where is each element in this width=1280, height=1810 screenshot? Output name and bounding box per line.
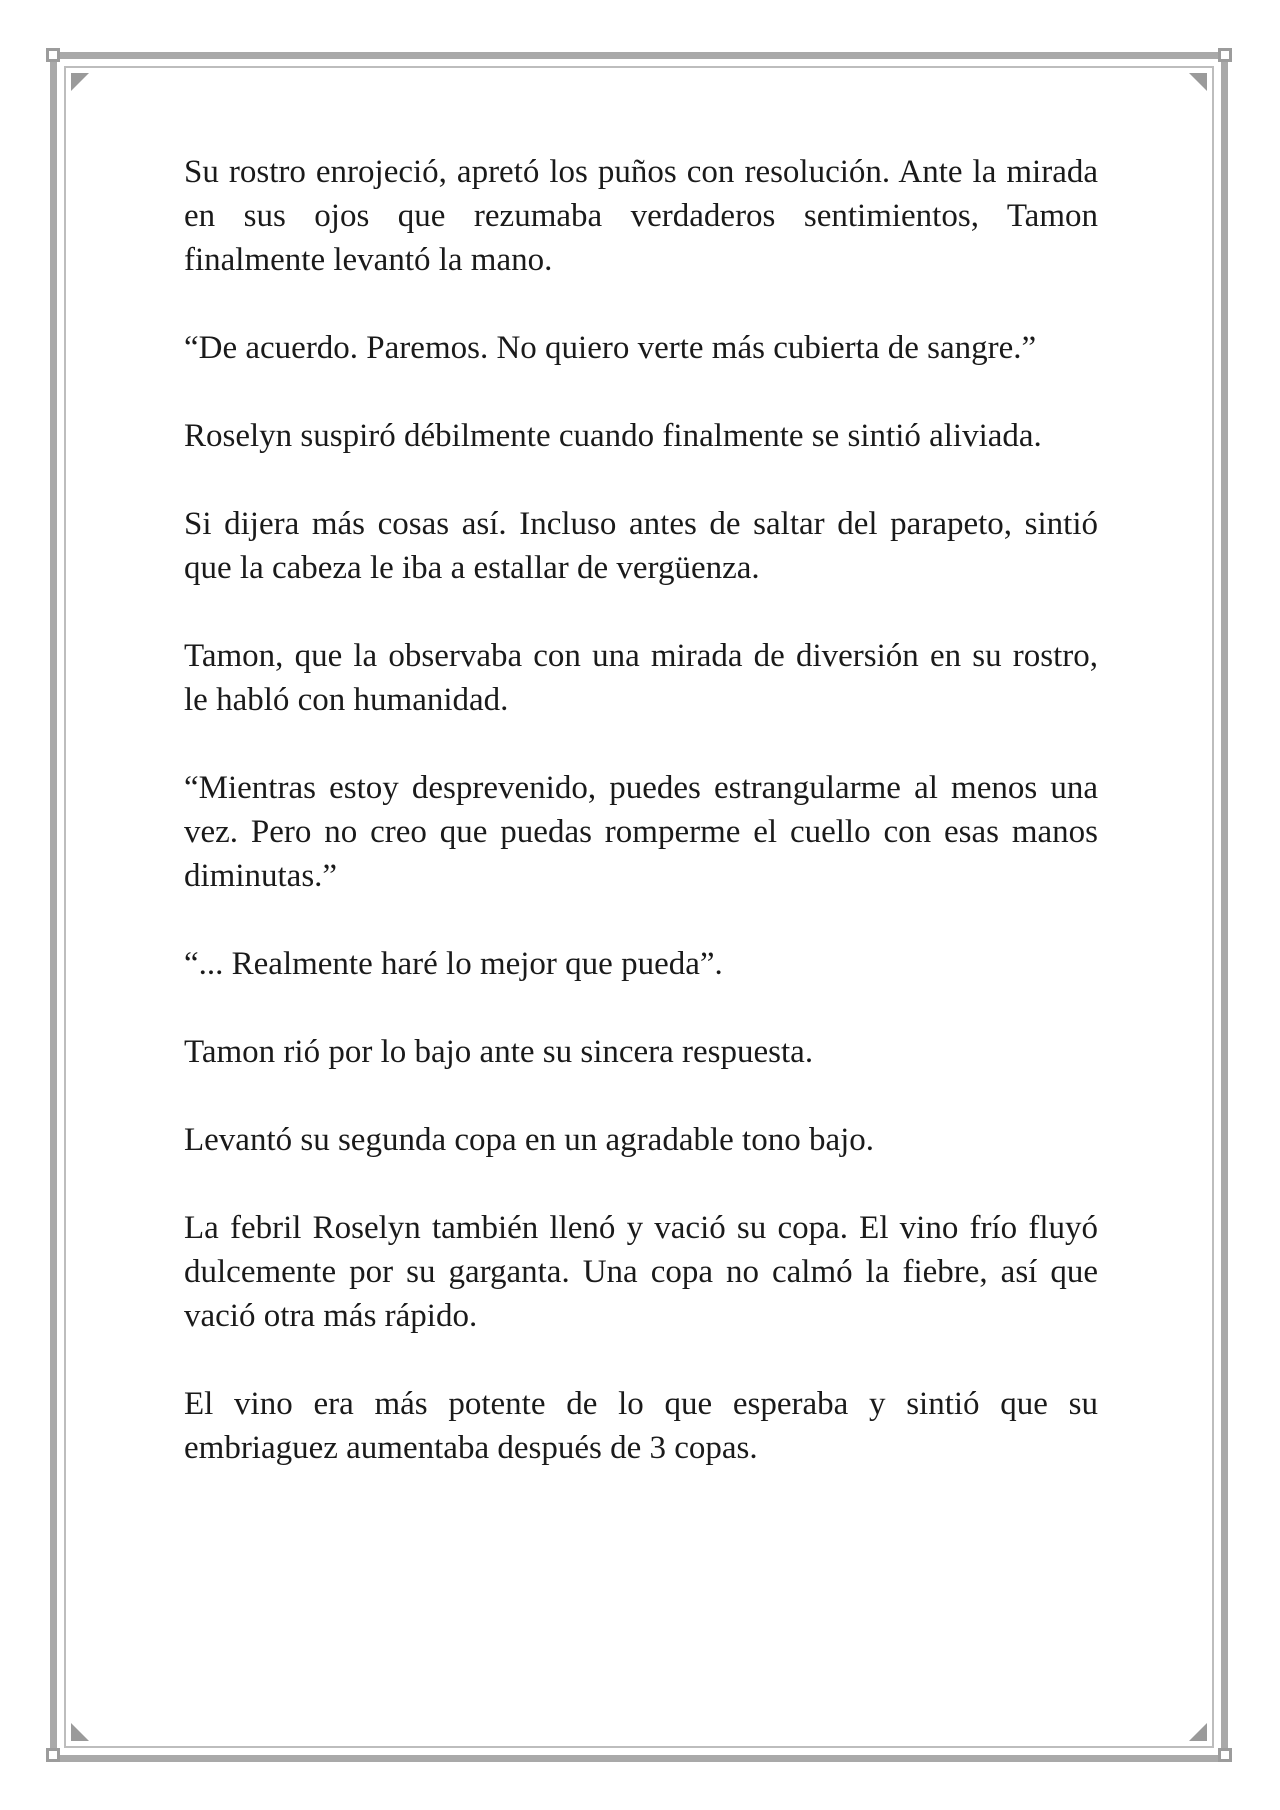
page-text [184,150,1098,1514]
paragraph: Tamon, que la observaba con una mirada de diversión en su rostro, le habló con humanidad. [184,638,1098,718]
corner-ornament-top-left [46,48,60,62]
paragraph: El vino era más potente de lo que esperaba y sintió que su embriaguez aumentaba después de 3 copas. [184,1386,1098,1466]
corner-triangle-top-right [1189,73,1207,91]
paragraph: Levantó su segunda copa en un agradable tono bajo. [184,1122,875,1158]
corner-triangle-bottom-right [1189,1723,1207,1741]
paragraph: “... Realmente haré lo mejor que pueda”. [184,946,723,982]
corner-ornament-bottom-left [46,1748,60,1762]
paragraph: Su rostro enrojeció, apretó los puños con resolución. Ante la mirada en sus ojos que rezumaba verdaderos sentimientos, Tamon finalmente levantó la mano. [184,154,1098,278]
paragraph: La febril Roselyn también llenó y vació su copa. El vino frío fluyó dulcemente por su garganta. Una copa no calmó la fiebre, así que vació otra más rápido. [184,1210,1098,1334]
paragraph: Si dijera más cosas así. Incluso antes de saltar del parapeto, sintió que la cabeza le iba a estallar de vergüenza. [184,506,1098,586]
paragraph: Roselyn suspiró débilmente cuando finalmente se sintió aliviada. [184,418,1042,454]
corner-ornament-top-right [1218,48,1232,62]
paragraph: “Mientras estoy desprevenido, puedes estrangularme al menos una vez. Pero no creo que puedas romperme el cuello con esas manos diminutas.” [184,770,1098,894]
corner-triangle-bottom-left [71,1723,89,1741]
paragraph: “De acuerdo. Paremos. No quiero verte más cubierta de sangre.” [184,330,1037,366]
corner-triangle-top-left [71,73,89,91]
paragraph: Tamon rió por lo bajo ante su sincera respuesta. [184,1034,814,1070]
corner-ornament-bottom-right [1218,1748,1232,1762]
